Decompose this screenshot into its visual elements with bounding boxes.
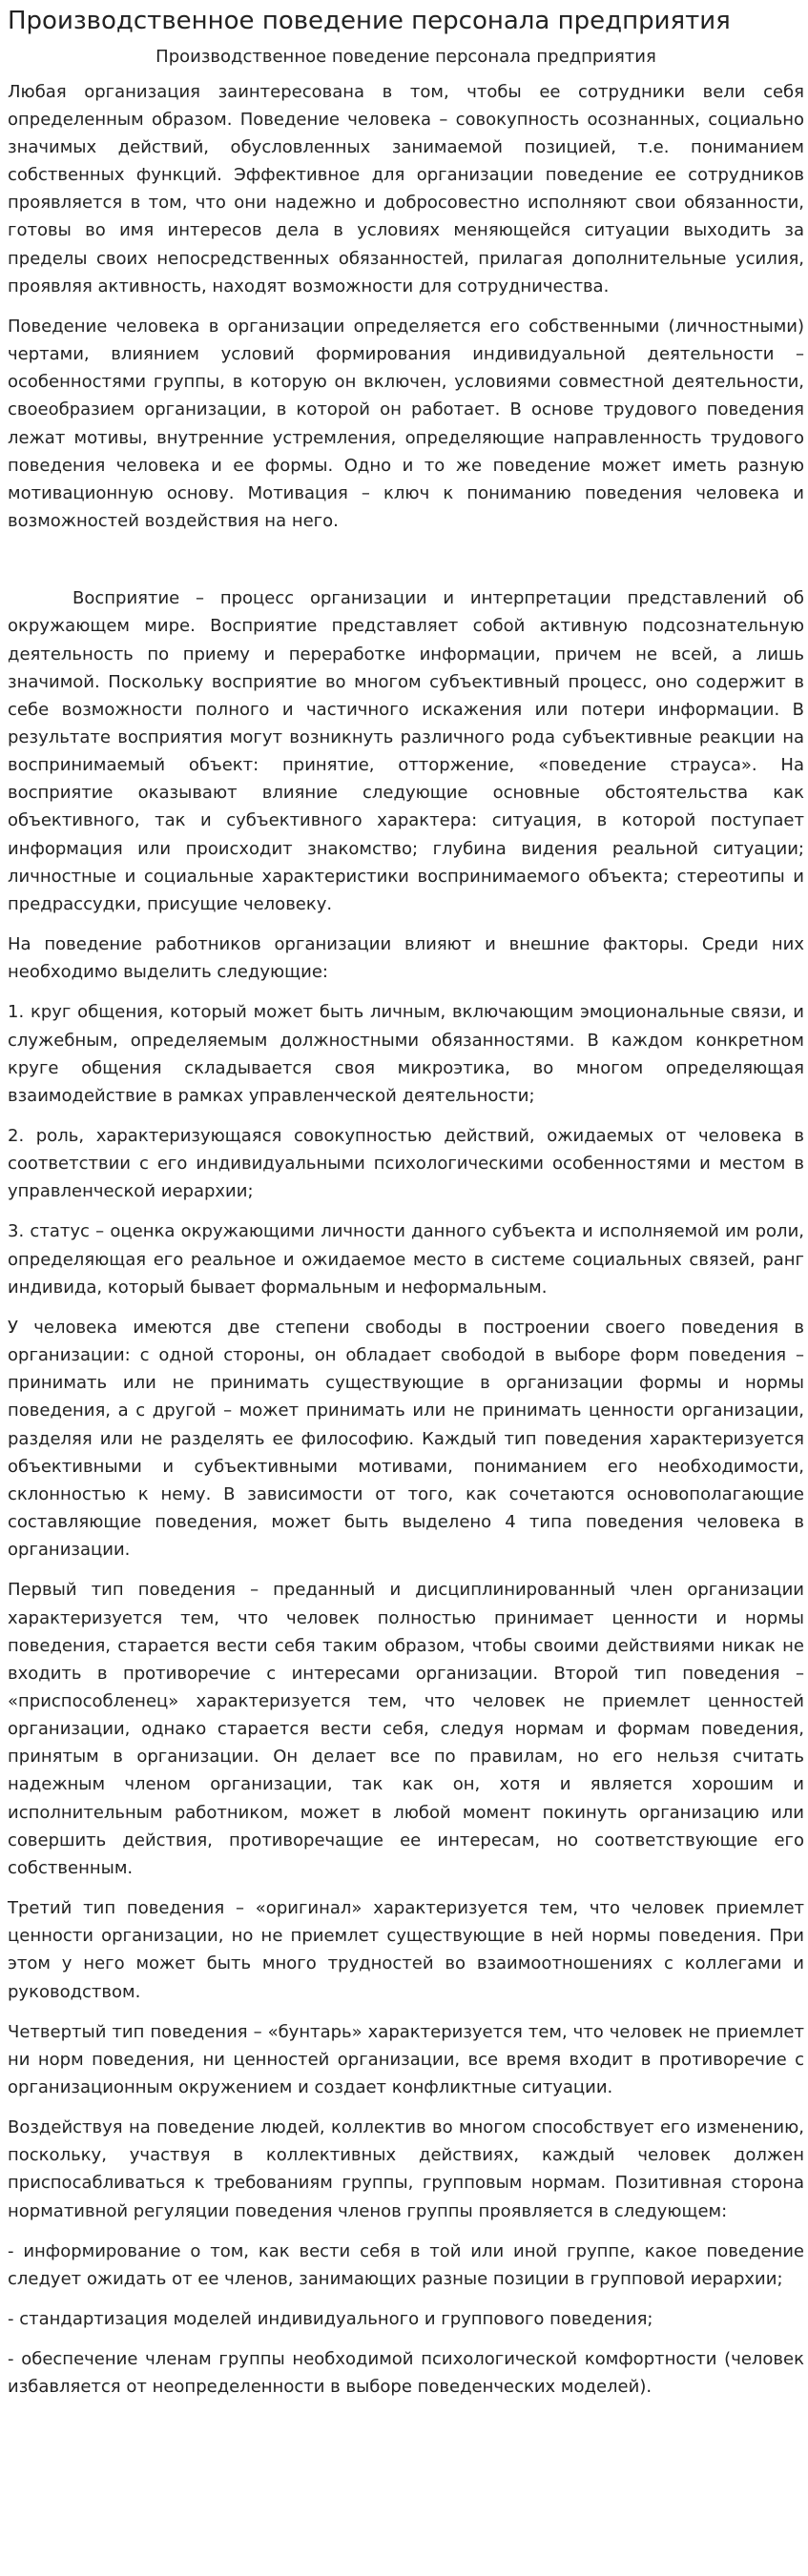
paragraph-intro: Любая организация заинтересована в том, чтобы ее сотрудники вели себя определенным образом. Поведение человека – совокупность осознанных, социально значимых действий, обусловленных занимаемой позицией, т.е. пониманием собственных функций. Эффективное для организации поведение ее сотрудников проявляется в том, что они надежно и добросовестно исполняют свои обязанности, готовы во имя интересов дела в условиях меняющейся ситуации выходить за пределы своих непосредственных обязанностей, прилагая дополнительные усилия, проявляя активность, находят возможности для сотрудничества. xyxy=(8,81,804,296)
list-item-role: 2. роль, характеризующаяся совокупностью действий, ожидаемых от человека в соответствии с его индивидуальными психологическими особенностями и местом в управленческой иерархии; xyxy=(8,1126,804,1202)
paragraph-external-factors: На поведение работников организации влияют и внешние факторы. Среди них необходимо выделить следующие: xyxy=(8,934,804,983)
paragraph-degrees-of-freedom: У человека имеются две степени свободы в построении своего поведения в организации: с одной стороны, он обладает свободой в выборе форм поведения – принимать или не принимать существующие в организации формы и нормы поведения, а с другой – может принимать или не принимать ценности организации, разделяя или не разделять ее философию. Каждый тип поведения характеризуется объективными и субъективными мотивами, пониманием его необходимости, склонностью к нему. В зависимости от того, как сочетаются основополагающие составляющие поведения, может быть выделено 4 типа поведения человека в организации. xyxy=(8,1317,804,1561)
paragraph-behavior-types-1-2: Первый тип поведения – преданный и дисциплинированный член организации характеризуется тем, что человек полностью принимает ценности и нормы поведения, старается вести себя таким образом, чтобы своими действиями никак не входить в противоречие с интересами организации. Второй тип поведения – «приспособленец» характеризуется тем, что человек не приемлет ценностей организации, однако старается вести себя, следуя нормам и формам поведения, принятым в организации. Он делает все по правилам, но его нельзя считать надежным членом организации, так как он, хотя и является хорошим и исполнительным работником, может в любой момент покинуть организацию или совершить действия, противоречащие ее интересам, но соответствующие его собственным. xyxy=(8,1580,804,1878)
page-subtitle: Производственное поведение персонала предприятия xyxy=(155,46,656,67)
paragraph-perception: Восприятие – процесс организации и интерпретации представлений об окружающем мире. Восприятие представляет собой активную подсознательную деятельность по приему и переработке информации, причем не всей, а лишь значимой. Поскольку восприятие во многом субъективный процесс, оно содержит в себе возможности полного и частичного искажения или потери информации. В результате восприятия могут возникнуть различного рода субъективные реакции на воспринимаемый объект: принятие, отторжение, «поведение страуса». На восприятие оказывают влияние следующие основные обстоятельства как объективного, так и субъективного характера: ситуация, в которой поступает информация или происходит знакомство; глубина видения реальной ситуации; личностные и социальные характеристики воспринимаемого объекта; стереотипы и предрассудки, присущие человеку. xyxy=(8,588,804,914)
list-item-circle-of-communication: 1. круг общения, который может быть личным, включающим эмоциональные связи, и служебным, определяемым должностными обязанностями. В каждом конкретном круге общения складывается своя микроэтика, во многом определяющая взаимодействие в рамках управленческой деятельности; xyxy=(8,1002,804,1106)
document-body xyxy=(8,78,804,2402)
page-title: Производственное поведение персонала предприятия xyxy=(8,7,731,35)
list-item-standardization: - стандартизация моделей индивидуального и группового поведения; xyxy=(8,2309,653,2330)
paragraph-behavior-type-4: Четвертый тип поведения – «бунтарь» характеризуется тем, что человек не приемлет ни норм поведения, ни ценностей организации, все время входит в противоречие с организационным окружением и создает конфликтные ситуации. xyxy=(8,2021,804,2097)
list-item-informing: - информирование о том, как вести себя в той или иной группе, какое поведение следует ожидать от ее членов, занимающих разные позиции в групповой иерархии; xyxy=(8,2240,804,2289)
list-item-status: 3. статус – оценка окружающими личности данного субъекта и исполняемой им роли, определяющая его реальное и ожидаемое место в системе социальных связей, ранг индивида, который бывает формальным и неформальным. xyxy=(8,1221,804,1298)
paragraph-behavior-determinants: Поведение человека в организации определяется его собственными (личностными) чертами, влиянием условий формирования индивидуальной деятельности – особенностями группы, в которую он включен, условиями совместной деятельности, своеобразием организации, в которой он работает. В основе трудового поведения лежат мотивы, внутренние устремления, определяющие направленность трудового поведения человека и ее формы. Одно и то же поведение может иметь разную мотивационную основу. Мотивация – ключ к пониманию поведения человека и возможностей воздействия на него. xyxy=(8,316,804,532)
paragraph-group-influence: Воздействуя на поведение людей, коллектив во многом способствует его изменению, поскольку, участвуя в коллективных действиях, каждый человек должен приспосабливаться к требованиям группы, групповым нормам. Позитивная сторона нормативной регуляции поведения членов группы проявляется в следующем: xyxy=(8,2117,804,2221)
paragraph-behavior-type-3: Третий тип поведения – «оригинал» характеризуется тем, что человек приемлет ценности организации, но не приемлет существующие в ней нормы поведения. При этом у него может быть много трудностей во взаимоотношениях с коллегами и руководством. xyxy=(8,1898,804,2002)
list-item-comfort: - обеспечение членам группы необходимой психологической комфортности (человек избавляется от неопределенности в выборе поведенческих моделей). xyxy=(8,2349,804,2398)
